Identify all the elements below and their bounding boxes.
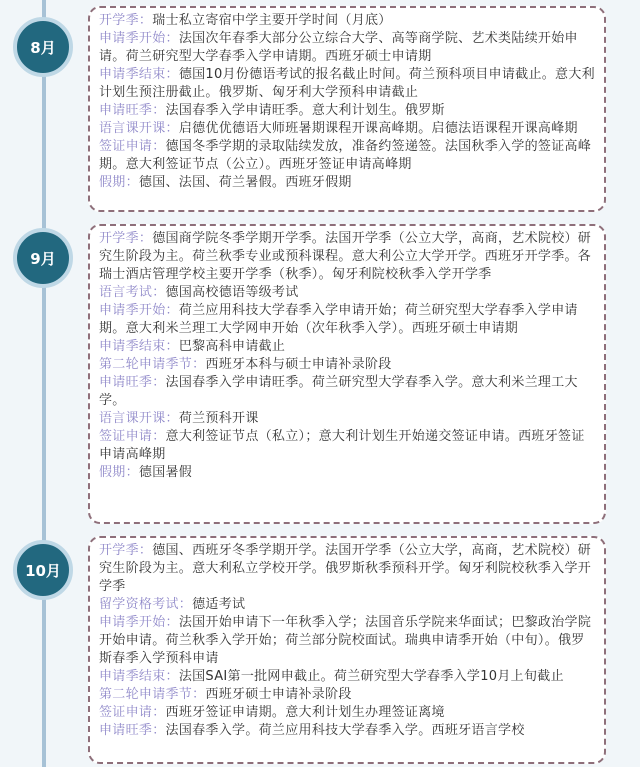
entry-language-course: [99, 120, 596, 138]
month-card-september: [88, 224, 606, 524]
month-card-october: [88, 536, 606, 764]
entry-label: 申请旺季：: [99, 723, 166, 738]
entry-text: 法国开始申请下一年秋季入学；法国音乐学院来华面试；巴黎政治学院开始申请。荷兰秋季入学开始；荷兰部分院校面试。瑞典申请季开始（中旬）。俄罗斯春季入学预科申请: [99, 615, 592, 666]
entry-label: 第二轮申请季节：: [99, 357, 206, 372]
entry-label: 留学资格考试：: [99, 597, 193, 612]
entry-text: 法国次年春季大部分公立综合大学、高等商学院、艺术类陆续开始申请。荷兰研究型大学春季入学申请期。西班牙硕士申请期: [99, 31, 578, 64]
entry-text: 法国SAI第一批网申截止。荷兰研究型大学春季入学10月上旬截止: [178, 669, 564, 684]
entry-text: 意大利签证节点（私立）；意大利计划生开始递交签证申请。西班牙签证申请高峰期: [99, 429, 585, 462]
entry-text: 西班牙硕士申请补录阶段: [205, 687, 352, 702]
entry-label: 申请旺季：: [99, 103, 166, 118]
entry-label: 开学季：: [99, 231, 153, 246]
entry-visa: [99, 138, 596, 174]
month-label: 8月: [30, 38, 56, 57]
entry-application-start: [99, 30, 596, 66]
entry-label: 申请旺季：: [99, 375, 166, 390]
entry-label: 申请季结束：: [99, 339, 179, 354]
month-badge-october: [13, 540, 73, 600]
entry-holiday: [99, 174, 596, 192]
entry-text: 德国商学院冬季学期开学季。法国开学季（公立大学，高商，艺术院校）研究生阶段为主。荷兰秋季专业或预科课程。意大利公立大学开学。西班牙开学季。各瑞士酒店管理学校主要开学季（秋季）。匈牙利院校秋季入学开学季: [99, 231, 592, 282]
entry-label: 假期：: [99, 465, 139, 480]
timeline-line: [42, 0, 46, 767]
entry-text: 德国、西班牙冬季学期开学。法国开学季（公立大学，高商，艺术院校）研究生阶段为主。意大利私立学校开学。俄罗斯秋季预科开学。匈牙利院校秋季入学开学季: [99, 543, 592, 594]
entry-holiday: [99, 464, 596, 482]
month-badge-august: [13, 17, 73, 77]
entry-second-round: [99, 686, 596, 704]
entry-text: 西班牙签证申请期。意大利计划生办理签证离境: [165, 705, 445, 720]
entry-label: 假期：: [99, 175, 139, 190]
entry-label: 申请季结束：: [99, 67, 179, 82]
entry-language-exam: [99, 284, 596, 302]
entry-label: 语言课开课：: [99, 121, 179, 136]
entry-label: 开学季：: [99, 543, 153, 558]
month-label: 9月: [30, 249, 56, 268]
entry-application-end: [99, 668, 596, 686]
entry-text: 德国10月份德语考试的报名截止时间。荷兰预科项目申请截止。意大利计划生预注册截止。俄罗斯、匈牙利大学预科申请截止: [99, 67, 595, 100]
entry-application-end: [99, 66, 596, 102]
entry-peak-season: [99, 722, 596, 740]
entry-qualification-exam: [99, 596, 596, 614]
month-badge-september: [13, 228, 73, 288]
entry-label: 语言考试：: [99, 285, 166, 300]
entry-label: 开学季：: [99, 13, 153, 28]
entry-application-end: [99, 338, 596, 356]
entry-start-school: [99, 12, 596, 30]
entry-text: 德国暑假: [138, 465, 193, 480]
entry-text: 法国春季入学申请旺季。意大利计划生。俄罗斯: [165, 103, 445, 118]
entry-visa: [99, 428, 596, 464]
entry-label: 签证申请：: [99, 429, 166, 444]
entry-label: 签证申请：: [99, 705, 166, 720]
entry-label: 申请季结束：: [99, 669, 179, 684]
entry-visa: [99, 704, 596, 722]
entry-text: 德适考试: [192, 597, 246, 612]
entry-peak-season: [99, 374, 596, 410]
month-card-august: [88, 6, 606, 212]
entry-text: 德国冬季学期的录取陆续发放，准备约签递签。法国秋季入学的签证高峰期。意大利签证节点（公立）。西班牙签证申请高峰期: [99, 139, 592, 172]
entry-start-school: [99, 230, 596, 284]
entry-text: 启德优优德语大师班暑期课程开课高峰期。启德法语课程开课高峰期: [178, 121, 578, 136]
entry-text: 瑞士私立寄宿中学主要开学时间（月底）: [152, 13, 392, 28]
entry-text: 德国、法国、荷兰暑假。西班牙假期: [138, 175, 352, 190]
entry-label: 申请季开始：: [99, 615, 179, 630]
entry-second-round: [99, 356, 596, 374]
entry-label: 语言课开课：: [99, 411, 179, 426]
entry-label: 第二轮申请季节：: [99, 687, 206, 702]
entry-label: 申请季开始：: [99, 31, 179, 46]
entry-text: 法国春季入学申请旺季。荷兰研究型大学春季入学。意大利米兰理工大学。: [99, 375, 578, 408]
entry-language-course: [99, 410, 596, 428]
entry-text: 西班牙本科与硕士申请补录阶段: [205, 357, 392, 372]
entry-start-school: [99, 542, 596, 596]
entry-text: 法国春季入学。荷兰应用科技大学春季入学。西班牙语言学校: [165, 723, 525, 738]
entry-application-start: [99, 614, 596, 668]
entry-label: 申请季开始：: [99, 303, 179, 318]
entry-text: 巴黎高科申请截止: [178, 339, 286, 354]
entry-label: 签证申请：: [99, 139, 166, 154]
entry-text: 德国高校德语等级考试: [165, 285, 299, 300]
entry-text: 荷兰预科开课: [178, 411, 259, 426]
entry-text: 荷兰应用科技大学春季入学申请开始；荷兰研究型大学春季入学申请期。意大利米兰理工大学网申开始（次年秋季入学）。西班牙硕士申请期: [99, 303, 578, 336]
month-label: 10月: [25, 561, 61, 580]
entry-peak-season: [99, 102, 596, 120]
entry-application-start: [99, 302, 596, 338]
